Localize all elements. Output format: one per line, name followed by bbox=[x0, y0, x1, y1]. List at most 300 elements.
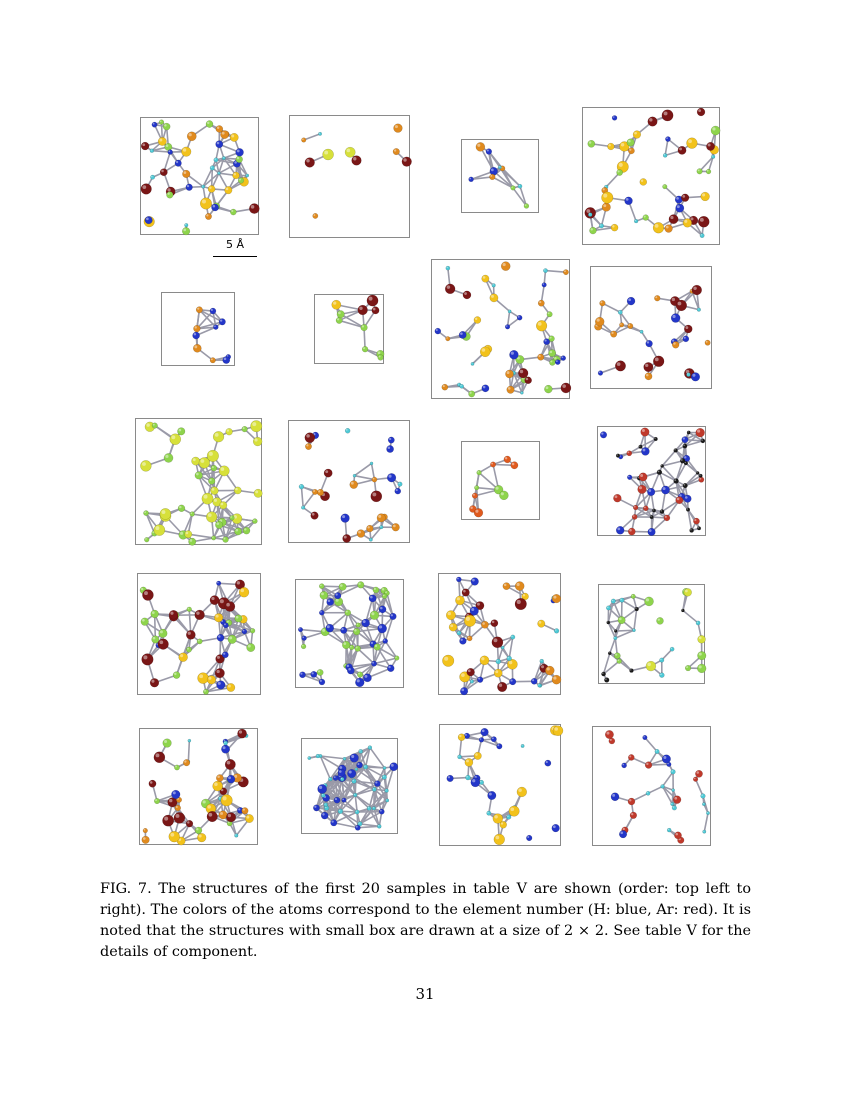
atom bbox=[214, 158, 218, 162]
atom bbox=[242, 807, 249, 814]
atom bbox=[223, 537, 229, 543]
atom bbox=[634, 219, 638, 223]
atom-highlight bbox=[629, 149, 631, 151]
atom-highlight bbox=[204, 690, 206, 692]
atom bbox=[362, 619, 370, 627]
atom-highlight bbox=[314, 806, 316, 808]
atom bbox=[239, 587, 249, 597]
atom bbox=[152, 423, 158, 429]
atom-highlight bbox=[324, 151, 328, 155]
atom bbox=[145, 216, 152, 223]
atom bbox=[470, 680, 474, 684]
atom bbox=[353, 793, 357, 797]
atom-highlight bbox=[698, 109, 701, 112]
structure-render bbox=[302, 739, 399, 835]
atom bbox=[308, 756, 311, 759]
atom-highlight bbox=[661, 465, 662, 466]
atom bbox=[243, 527, 250, 534]
atom bbox=[234, 834, 238, 838]
atom-highlight bbox=[600, 301, 602, 303]
atom bbox=[372, 477, 377, 482]
atom bbox=[701, 439, 705, 443]
atom bbox=[193, 332, 200, 339]
atom bbox=[686, 373, 690, 377]
atom bbox=[615, 361, 625, 371]
atom-highlight bbox=[241, 589, 244, 592]
atom-highlight bbox=[548, 312, 550, 314]
atom-highlight bbox=[358, 531, 361, 534]
atom-highlight bbox=[497, 660, 499, 662]
atom-highlight bbox=[647, 341, 649, 343]
atom bbox=[230, 515, 235, 520]
atom-highlight bbox=[663, 487, 666, 490]
atom-highlight bbox=[352, 780, 354, 782]
atom bbox=[654, 437, 658, 441]
structure-render bbox=[440, 725, 562, 847]
atom-highlight bbox=[215, 433, 219, 437]
atom bbox=[696, 428, 705, 437]
atom-highlight bbox=[512, 463, 515, 466]
atom bbox=[174, 765, 179, 770]
structure-panel-18 bbox=[301, 738, 398, 834]
atom bbox=[627, 451, 632, 456]
atom-highlight bbox=[319, 786, 322, 789]
atom bbox=[219, 319, 226, 326]
atom bbox=[363, 765, 368, 770]
atom bbox=[667, 762, 672, 767]
atom-highlight bbox=[667, 763, 669, 765]
atom-highlight bbox=[373, 807, 374, 808]
atom bbox=[446, 611, 455, 620]
atom-highlight bbox=[618, 170, 620, 172]
atom-highlight bbox=[189, 133, 192, 136]
atom bbox=[152, 636, 159, 643]
atom bbox=[216, 141, 223, 148]
atom bbox=[447, 775, 454, 782]
atom-highlight bbox=[231, 135, 234, 138]
atom-highlight bbox=[677, 498, 680, 501]
structure-render bbox=[593, 727, 712, 847]
atom bbox=[359, 749, 363, 753]
atom bbox=[162, 815, 173, 826]
structure-render bbox=[136, 419, 263, 546]
atom-highlight bbox=[174, 673, 176, 675]
atoms bbox=[332, 295, 384, 360]
atom-highlight bbox=[629, 529, 632, 532]
atom-highlight bbox=[626, 198, 629, 201]
atom-highlight bbox=[674, 449, 675, 450]
atom-highlight bbox=[540, 660, 541, 661]
atom-highlight bbox=[325, 470, 328, 473]
atom bbox=[217, 172, 220, 175]
atom bbox=[540, 659, 544, 663]
atom bbox=[186, 184, 193, 191]
atom bbox=[545, 666, 554, 675]
atom bbox=[154, 798, 160, 804]
atom-highlight bbox=[491, 463, 493, 465]
atom bbox=[247, 643, 255, 651]
atom bbox=[207, 811, 218, 822]
atom-highlight bbox=[712, 155, 713, 156]
atom-highlight bbox=[350, 646, 352, 648]
atom bbox=[701, 192, 710, 201]
atom bbox=[643, 506, 648, 511]
atom-highlight bbox=[633, 515, 635, 517]
atom-highlight bbox=[204, 495, 208, 499]
atom-highlight bbox=[228, 814, 231, 817]
structure-panel-12 bbox=[597, 426, 706, 536]
atom bbox=[228, 635, 237, 644]
atom bbox=[169, 831, 180, 842]
atom-highlight bbox=[510, 679, 512, 681]
atom bbox=[355, 810, 359, 814]
atom-highlight bbox=[480, 781, 482, 783]
atom-highlight bbox=[607, 621, 608, 622]
atom bbox=[471, 362, 474, 365]
atom bbox=[616, 526, 624, 534]
atom-highlight bbox=[180, 654, 183, 657]
atom-highlight bbox=[546, 386, 549, 389]
atom-highlight bbox=[373, 478, 375, 480]
atom-highlight bbox=[519, 185, 520, 186]
atom-highlight bbox=[253, 519, 255, 521]
atom-highlight bbox=[196, 828, 198, 830]
atom-highlight bbox=[306, 444, 308, 446]
atom bbox=[181, 147, 191, 157]
atom bbox=[350, 754, 359, 763]
atom-highlight bbox=[609, 652, 610, 653]
atom-highlight bbox=[243, 427, 245, 429]
atom bbox=[544, 385, 552, 393]
atoms bbox=[435, 262, 571, 398]
atom-highlight bbox=[526, 378, 528, 380]
atom-highlight bbox=[164, 124, 166, 126]
atom-highlight bbox=[358, 673, 360, 675]
atom-highlight bbox=[475, 753, 478, 756]
atom bbox=[212, 204, 219, 211]
atom bbox=[515, 582, 524, 591]
atom-highlight bbox=[321, 592, 324, 595]
atom-highlight bbox=[385, 591, 387, 593]
atom-highlight bbox=[370, 462, 371, 463]
scale-bar bbox=[213, 238, 257, 260]
atom bbox=[681, 609, 684, 612]
atom-highlight bbox=[615, 630, 616, 631]
atom-highlight bbox=[379, 355, 381, 357]
atom bbox=[150, 149, 154, 153]
atom-highlight bbox=[151, 149, 152, 150]
atom bbox=[197, 639, 202, 644]
atom bbox=[489, 174, 495, 180]
atom bbox=[357, 582, 364, 589]
atom-highlight bbox=[209, 813, 213, 817]
atom bbox=[207, 675, 216, 684]
atom-highlight bbox=[222, 132, 225, 135]
atom bbox=[639, 473, 647, 481]
atom-highlight bbox=[383, 776, 385, 778]
atom bbox=[669, 214, 678, 223]
atom bbox=[382, 594, 387, 599]
atom bbox=[683, 444, 687, 448]
atom-highlight bbox=[317, 755, 318, 756]
atom-highlight bbox=[483, 276, 486, 279]
atom bbox=[144, 537, 149, 542]
atom bbox=[394, 124, 403, 133]
atom bbox=[477, 677, 483, 683]
atom bbox=[192, 457, 200, 465]
atom-highlight bbox=[150, 781, 153, 784]
atom bbox=[175, 805, 181, 811]
atom-highlight bbox=[698, 527, 699, 528]
structure-panel-8 bbox=[590, 266, 712, 389]
atom-highlight bbox=[617, 528, 620, 531]
atom bbox=[377, 824, 381, 828]
atom bbox=[465, 775, 470, 780]
atom-highlight bbox=[217, 142, 220, 145]
atom bbox=[674, 478, 679, 483]
atom-highlight bbox=[660, 659, 662, 661]
atom-highlight bbox=[306, 159, 309, 162]
atom-highlight bbox=[684, 456, 686, 458]
atom bbox=[324, 803, 328, 807]
atom bbox=[610, 331, 616, 337]
atom bbox=[190, 512, 195, 517]
atom-highlight bbox=[671, 648, 672, 649]
atom bbox=[327, 598, 334, 605]
atom-highlight bbox=[623, 828, 625, 830]
atom-highlight bbox=[471, 363, 472, 364]
atom bbox=[305, 443, 311, 449]
atom bbox=[696, 471, 699, 474]
atom bbox=[142, 654, 154, 666]
atom-highlight bbox=[658, 618, 660, 620]
atom-highlight bbox=[313, 490, 315, 492]
atom bbox=[653, 222, 664, 233]
atom bbox=[299, 672, 305, 678]
atoms bbox=[469, 456, 518, 517]
atom bbox=[217, 634, 224, 641]
atom-highlight bbox=[395, 125, 398, 128]
atom bbox=[335, 592, 341, 598]
atom-highlight bbox=[496, 836, 500, 840]
atom-highlight bbox=[661, 785, 662, 786]
atom bbox=[690, 528, 694, 532]
atom-highlight bbox=[327, 625, 330, 628]
atom bbox=[684, 588, 692, 596]
atom bbox=[386, 799, 389, 802]
atom bbox=[334, 797, 340, 803]
atom bbox=[667, 828, 671, 832]
atom-highlight bbox=[504, 584, 507, 587]
atom bbox=[684, 461, 688, 465]
atom-highlight bbox=[683, 444, 685, 446]
atom bbox=[159, 629, 168, 638]
atom-highlight bbox=[224, 538, 226, 540]
atom-highlight bbox=[487, 149, 489, 151]
atom-highlight bbox=[342, 799, 344, 801]
atom bbox=[697, 664, 706, 673]
bond bbox=[704, 813, 708, 832]
atom bbox=[149, 780, 156, 787]
atom-highlight bbox=[328, 599, 331, 602]
atom bbox=[237, 729, 246, 738]
atom bbox=[505, 324, 510, 329]
atom bbox=[347, 667, 354, 674]
atom bbox=[311, 671, 317, 677]
atom bbox=[158, 137, 166, 145]
structure-panel-10 bbox=[288, 420, 410, 543]
atom bbox=[695, 770, 702, 777]
atom-highlight bbox=[208, 677, 211, 680]
atom-highlight bbox=[160, 120, 162, 122]
atom bbox=[698, 216, 709, 227]
atom-highlight bbox=[162, 510, 166, 514]
atom-highlight bbox=[252, 422, 256, 426]
atom-highlight bbox=[496, 487, 499, 490]
atom bbox=[318, 784, 327, 793]
atom bbox=[613, 494, 621, 502]
atom bbox=[538, 620, 545, 627]
atom bbox=[215, 521, 222, 528]
atom bbox=[645, 373, 652, 380]
atom bbox=[518, 368, 528, 378]
atom-highlight bbox=[601, 432, 603, 434]
atom bbox=[227, 683, 235, 691]
structure-panel-6 bbox=[314, 294, 384, 364]
atom-highlight bbox=[169, 799, 172, 802]
atom-highlight bbox=[380, 607, 383, 610]
atom bbox=[175, 160, 182, 167]
atom bbox=[553, 726, 563, 736]
atom-highlight bbox=[685, 590, 688, 593]
atom bbox=[604, 678, 609, 683]
atom-highlight bbox=[448, 612, 451, 615]
atom bbox=[676, 204, 684, 212]
bond bbox=[663, 772, 673, 787]
atom-highlight bbox=[694, 519, 696, 521]
atom-highlight bbox=[171, 435, 175, 439]
atom bbox=[628, 754, 634, 760]
atom-highlight bbox=[166, 144, 169, 147]
atom-highlight bbox=[656, 750, 658, 752]
atom-highlight bbox=[398, 483, 400, 485]
atom-highlight bbox=[589, 141, 592, 144]
atom-highlight bbox=[356, 811, 357, 812]
atom-highlight bbox=[497, 744, 499, 746]
atom-highlight bbox=[539, 621, 542, 624]
atom bbox=[474, 752, 481, 759]
atom-highlight bbox=[203, 800, 206, 803]
atom bbox=[380, 525, 384, 529]
atom bbox=[697, 308, 701, 312]
atom-highlight bbox=[684, 220, 687, 223]
atom-highlight bbox=[450, 624, 453, 627]
atom bbox=[226, 428, 233, 435]
atom-highlight bbox=[359, 307, 362, 310]
atom-highlight bbox=[461, 689, 464, 692]
atom-highlight bbox=[712, 127, 715, 130]
atom bbox=[697, 169, 703, 175]
atom-highlight bbox=[620, 323, 622, 325]
atom-highlight bbox=[246, 174, 247, 175]
atom-highlight bbox=[555, 629, 557, 631]
bond bbox=[358, 826, 380, 827]
atom bbox=[332, 300, 341, 309]
atom bbox=[211, 536, 215, 540]
structure-render bbox=[439, 574, 562, 696]
atom bbox=[627, 297, 635, 305]
atom-highlight bbox=[696, 771, 699, 774]
atom bbox=[538, 354, 544, 360]
bond bbox=[696, 779, 703, 796]
atom bbox=[367, 295, 378, 306]
atom-highlight bbox=[223, 653, 225, 655]
atom-highlight bbox=[471, 608, 474, 611]
atom-highlight bbox=[333, 302, 336, 305]
atom-highlight bbox=[655, 224, 659, 228]
atom-highlight bbox=[460, 639, 462, 641]
atom bbox=[471, 778, 480, 787]
atom-highlight bbox=[214, 783, 218, 787]
atom bbox=[492, 284, 496, 288]
atom-highlight bbox=[492, 737, 494, 739]
atom bbox=[312, 489, 317, 494]
atom bbox=[219, 502, 226, 509]
atom-highlight bbox=[671, 803, 672, 804]
structure-panel-2 bbox=[289, 115, 410, 238]
bonds bbox=[473, 459, 515, 512]
atom-highlight bbox=[697, 472, 698, 473]
atom-highlight bbox=[403, 158, 406, 161]
atom bbox=[697, 108, 705, 116]
atom-highlight bbox=[708, 143, 711, 146]
atom-highlight bbox=[244, 528, 246, 530]
atom bbox=[506, 815, 511, 820]
atom bbox=[371, 661, 376, 666]
atom bbox=[201, 185, 204, 188]
atom-highlight bbox=[353, 157, 356, 160]
atom-highlight bbox=[599, 371, 601, 373]
atom-highlight bbox=[224, 358, 227, 361]
atom-highlight bbox=[237, 157, 239, 159]
atom bbox=[561, 356, 566, 361]
atom bbox=[319, 679, 325, 685]
atom-highlight bbox=[492, 284, 493, 285]
atom-highlight bbox=[679, 147, 682, 150]
atom bbox=[682, 436, 688, 442]
atom bbox=[464, 615, 475, 626]
atom-highlight bbox=[239, 178, 241, 180]
atom-highlight bbox=[544, 340, 546, 342]
atom bbox=[183, 759, 190, 766]
atom-highlight bbox=[188, 632, 191, 635]
atom-highlight bbox=[367, 526, 369, 528]
structure-panel-4 bbox=[582, 107, 720, 245]
atom bbox=[150, 175, 154, 179]
atom-highlight bbox=[471, 680, 472, 681]
atom bbox=[373, 587, 379, 593]
atom-highlight bbox=[564, 270, 566, 272]
atom-highlight bbox=[673, 342, 675, 344]
atom bbox=[692, 285, 702, 295]
atom bbox=[691, 372, 700, 381]
atom bbox=[480, 347, 490, 357]
atom-highlight bbox=[320, 584, 322, 586]
structure-panel-19 bbox=[439, 724, 561, 846]
atom bbox=[518, 184, 522, 188]
atom bbox=[194, 325, 201, 332]
atom-highlight bbox=[612, 794, 615, 797]
